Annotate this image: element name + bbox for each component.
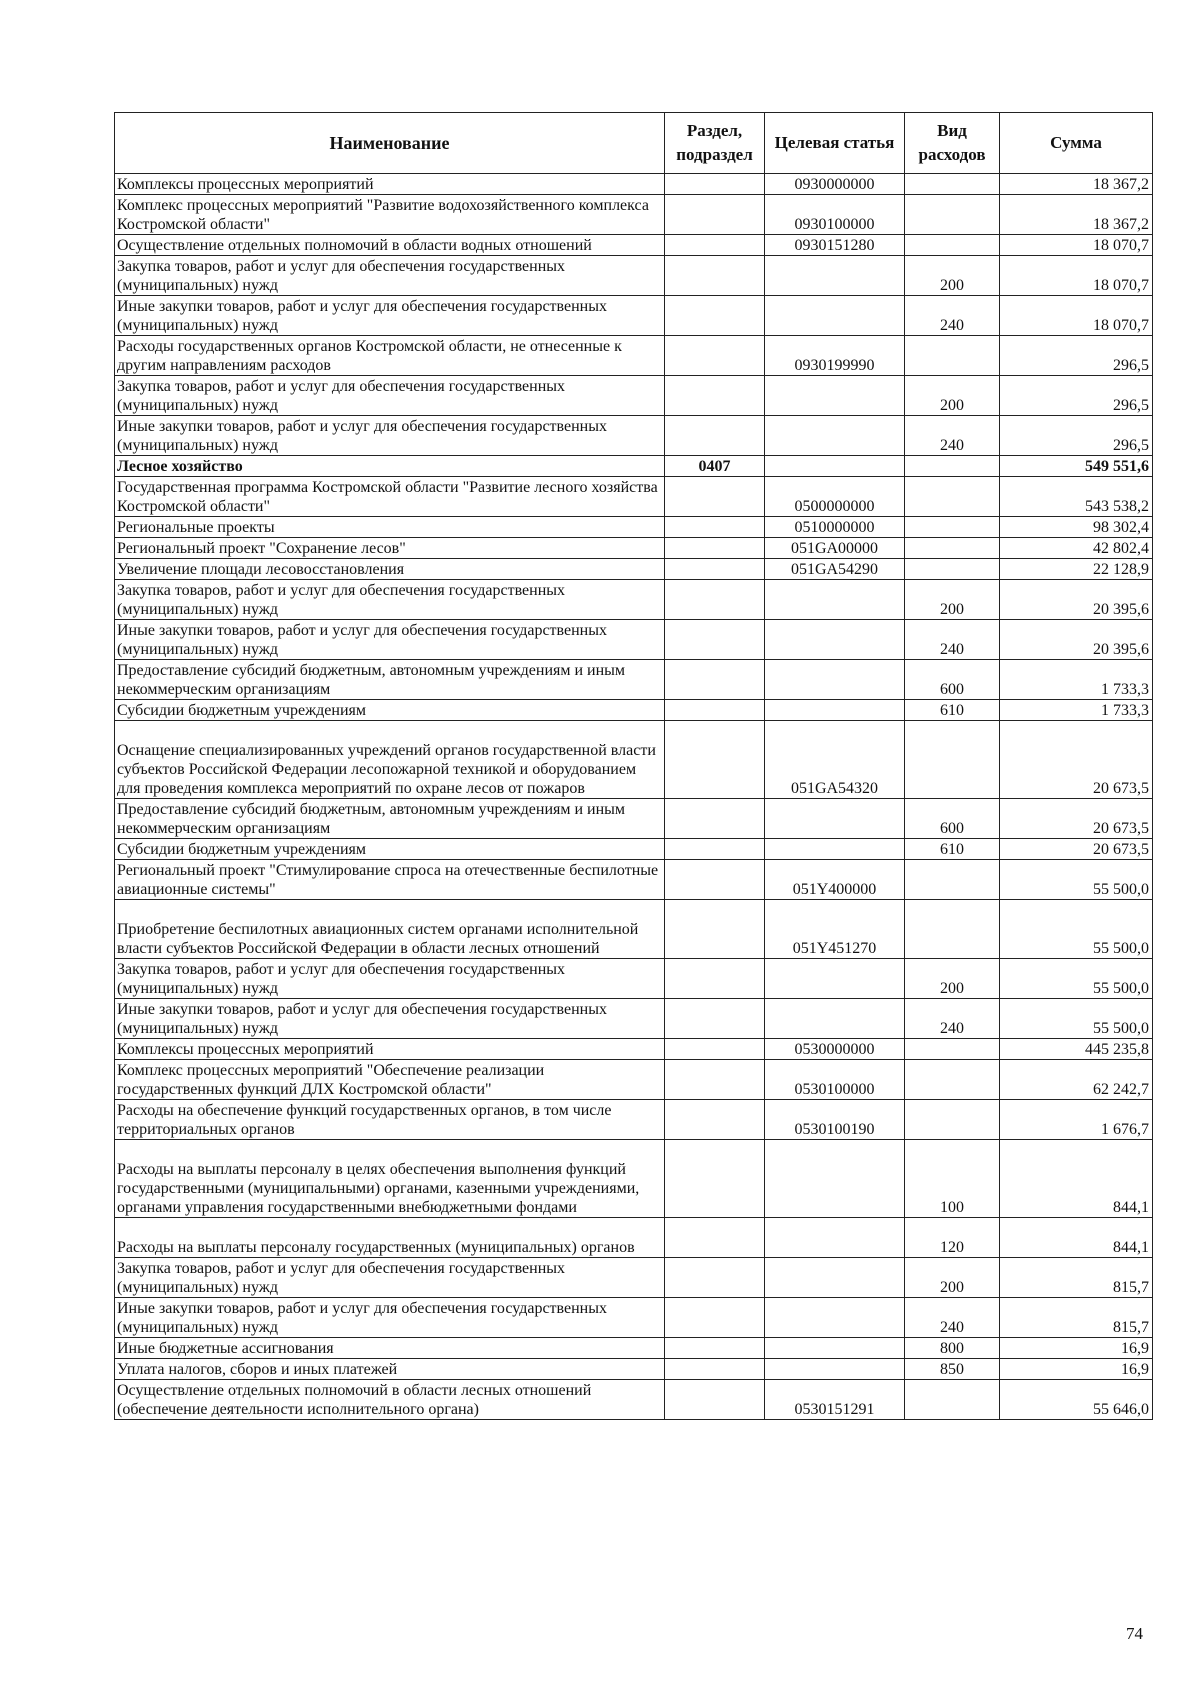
row-sum: 18 070,7	[1000, 256, 1153, 296]
row-name: Иные закупки товаров, работ и услуг для обеспечения государственных (муниципальных) нужд	[115, 416, 665, 456]
row-name: Субсидии бюджетным учреждениям	[115, 700, 665, 721]
row-section	[665, 721, 765, 799]
row-target: 0930151280	[765, 235, 905, 256]
row-name: Государственная программа Костромской области "Развитие лесного хозяйства Костромской области"	[115, 477, 665, 517]
table-row	[115, 1380, 1153, 1420]
table-row	[115, 721, 1153, 799]
table-row	[115, 538, 1153, 559]
table-header-row	[115, 113, 1153, 174]
row-section	[665, 195, 765, 235]
row-target	[765, 959, 905, 999]
row-type: 200	[905, 580, 1000, 620]
row-target: 051Y400000	[765, 860, 905, 900]
table-row	[115, 580, 1153, 620]
row-section	[665, 860, 765, 900]
table-row	[115, 517, 1153, 538]
row-type: 610	[905, 700, 1000, 721]
row-sum: 296,5	[1000, 336, 1153, 376]
row-target	[765, 799, 905, 839]
row-type: 200	[905, 959, 1000, 999]
row-type: 850	[905, 1359, 1000, 1380]
row-target	[765, 999, 905, 1039]
row-section	[665, 376, 765, 416]
table-row	[115, 1218, 1153, 1258]
row-section: 0407	[665, 456, 765, 477]
table-row	[115, 256, 1153, 296]
row-section	[665, 1298, 765, 1338]
header-type: Вид расходов	[905, 113, 1000, 174]
row-type	[905, 336, 1000, 376]
row-name: Увеличение площади лесовосстановления	[115, 559, 665, 580]
row-target	[765, 1218, 905, 1258]
table-row	[115, 1359, 1153, 1380]
row-type: 100	[905, 1140, 1000, 1218]
row-target: 051GA00000	[765, 538, 905, 559]
row-type	[905, 860, 1000, 900]
row-sum: 55 500,0	[1000, 860, 1153, 900]
row-sum: 55 500,0	[1000, 959, 1153, 999]
row-sum: 296,5	[1000, 416, 1153, 456]
table-row	[115, 1039, 1153, 1060]
row-target: 0500000000	[765, 477, 905, 517]
row-sum: 20 395,6	[1000, 580, 1153, 620]
table-row	[115, 1258, 1153, 1298]
row-sum: 55 500,0	[1000, 999, 1153, 1039]
header-name: Наименование	[115, 113, 665, 174]
row-sum: 543 538,2	[1000, 477, 1153, 517]
row-type	[905, 1039, 1000, 1060]
row-sum: 55 646,0	[1000, 1380, 1153, 1420]
row-sum: 445 235,8	[1000, 1039, 1153, 1060]
row-sum: 55 500,0	[1000, 900, 1153, 959]
row-type	[905, 195, 1000, 235]
row-type: 200	[905, 256, 1000, 296]
row-target: 0530100000	[765, 1060, 905, 1100]
row-target: 0930100000	[765, 195, 905, 235]
row-target: 0530151291	[765, 1380, 905, 1420]
row-name: Закупка товаров, работ и услуг для обеспечения государственных (муниципальных) нужд	[115, 256, 665, 296]
row-name: Лесное хозяйство	[115, 456, 665, 477]
header-section: Раздел, подраздел	[665, 113, 765, 174]
row-name: Региональный проект "Стимулирование спроса на отечественные беспилотные авиационные системы"	[115, 860, 665, 900]
row-name: Региональные проекты	[115, 517, 665, 538]
table-row	[115, 416, 1153, 456]
row-target	[765, 1140, 905, 1218]
row-name: Иные бюджетные ассигнования	[115, 1338, 665, 1359]
row-sum: 18 367,2	[1000, 195, 1153, 235]
table-row	[115, 376, 1153, 416]
row-sum: 16,9	[1000, 1338, 1153, 1359]
row-sum: 815,7	[1000, 1258, 1153, 1298]
row-section	[665, 336, 765, 376]
row-section	[665, 1380, 765, 1420]
table-row	[115, 1140, 1153, 1218]
row-name: Комплексы процессных мероприятий	[115, 1039, 665, 1060]
row-section	[665, 559, 765, 580]
row-name: Расходы на обеспечение функций государственных органов, в том числе территориальных органов	[115, 1100, 665, 1140]
row-type: 610	[905, 839, 1000, 860]
row-section	[665, 296, 765, 336]
row-section	[665, 477, 765, 517]
row-type: 240	[905, 999, 1000, 1039]
row-type: 800	[905, 1338, 1000, 1359]
row-name: Иные закупки товаров, работ и услуг для обеспечения государственных (муниципальных) нужд	[115, 296, 665, 336]
row-section	[665, 580, 765, 620]
row-name: Предоставление субсидий бюджетным, автономным учреждениям и иным некоммерческим организациям	[115, 660, 665, 700]
row-target: 051GA54290	[765, 559, 905, 580]
table-row	[115, 1338, 1153, 1359]
row-section	[665, 416, 765, 456]
row-target	[765, 416, 905, 456]
row-sum: 20 673,5	[1000, 839, 1153, 860]
row-name: Закупка товаров, работ и услуг для обеспечения государственных (муниципальных) нужд	[115, 580, 665, 620]
row-name: Приобретение беспилотных авиационных систем органами исполнительной власти субъектов Российской Федерации в области лесных отношений	[115, 900, 665, 959]
row-type	[905, 538, 1000, 559]
table-row	[115, 999, 1153, 1039]
row-sum: 1 733,3	[1000, 700, 1153, 721]
row-sum: 844,1	[1000, 1218, 1153, 1258]
row-target: 051Y451270	[765, 900, 905, 959]
row-section	[665, 1218, 765, 1258]
table-row	[115, 959, 1153, 999]
row-sum: 62 242,7	[1000, 1060, 1153, 1100]
row-sum: 18 070,7	[1000, 296, 1153, 336]
row-target: 0530100190	[765, 1100, 905, 1140]
row-type	[905, 1380, 1000, 1420]
row-section	[665, 799, 765, 839]
row-target: 0530000000	[765, 1039, 905, 1060]
row-section	[665, 538, 765, 559]
table-row	[115, 296, 1153, 336]
row-name: Закупка товаров, работ и услуг для обеспечения государственных (муниципальных) нужд	[115, 959, 665, 999]
page-number: 74	[1126, 1624, 1143, 1643]
row-name: Расходы государственных органов Костромской области, не отнесенные к другим направлениям расходов	[115, 336, 665, 376]
row-section	[665, 660, 765, 700]
table-row	[115, 620, 1153, 660]
row-target	[765, 700, 905, 721]
row-type	[905, 559, 1000, 580]
row-target	[765, 1298, 905, 1338]
table-row	[115, 477, 1153, 517]
row-type: 240	[905, 1298, 1000, 1338]
row-target	[765, 620, 905, 660]
header-sum: Сумма	[1000, 113, 1153, 174]
table-row	[115, 900, 1153, 959]
row-section	[665, 999, 765, 1039]
row-type: 240	[905, 296, 1000, 336]
row-name: Иные закупки товаров, работ и услуг для обеспечения государственных (муниципальных) нужд	[115, 1298, 665, 1338]
row-type: 200	[905, 1258, 1000, 1298]
row-type	[905, 900, 1000, 959]
row-section	[665, 174, 765, 195]
row-section	[665, 1060, 765, 1100]
row-name: Закупка товаров, работ и услуг для обеспечения государственных (муниципальных) нужд	[115, 376, 665, 416]
row-target: 0510000000	[765, 517, 905, 538]
row-sum: 815,7	[1000, 1298, 1153, 1338]
row-name: Уплата налогов, сборов и иных платежей	[115, 1359, 665, 1380]
row-name: Иные закупки товаров, работ и услуг для обеспечения государственных (муниципальных) нужд	[115, 620, 665, 660]
row-section	[665, 1359, 765, 1380]
row-type: 600	[905, 799, 1000, 839]
row-name: Иные закупки товаров, работ и услуг для обеспечения государственных (муниципальных) нужд	[115, 999, 665, 1039]
row-sum: 20 673,5	[1000, 799, 1153, 839]
row-type	[905, 174, 1000, 195]
table-row	[115, 456, 1153, 477]
row-type	[905, 477, 1000, 517]
row-name: Оснащение специализированных учреждений органов государственной власти субъектов Российской Федерации лесопожарной техникой и оборудованием для проведения комплекса мероприятий по охране лесов от пожаров	[115, 721, 665, 799]
budget-table	[114, 112, 1153, 1420]
row-target	[765, 256, 905, 296]
row-section	[665, 1338, 765, 1359]
table-row	[115, 195, 1153, 235]
row-sum: 20 673,5	[1000, 721, 1153, 799]
table-row	[115, 1060, 1153, 1100]
row-section	[665, 1100, 765, 1140]
table-row	[115, 559, 1153, 580]
table-row	[115, 860, 1153, 900]
row-section	[665, 959, 765, 999]
row-name: Субсидии бюджетным учреждениям	[115, 839, 665, 860]
row-section	[665, 235, 765, 256]
row-name: Осуществление отдельных полномочий в области водных отношений	[115, 235, 665, 256]
row-section	[665, 517, 765, 538]
row-name: Комплексы процессных мероприятий	[115, 174, 665, 195]
table-row	[115, 174, 1153, 195]
row-section	[665, 620, 765, 660]
row-sum: 844,1	[1000, 1140, 1153, 1218]
row-section	[665, 256, 765, 296]
row-type: 200	[905, 376, 1000, 416]
row-name: Комплекс процессных мероприятий "Развитие водохозяйственного комплекса Костромской области"	[115, 195, 665, 235]
row-name: Закупка товаров, работ и услуг для обеспечения государственных (муниципальных) нужд	[115, 1258, 665, 1298]
row-sum: 18 367,2	[1000, 174, 1153, 195]
row-name: Расходы на выплаты персоналу государственных (муниципальных) органов	[115, 1218, 665, 1258]
row-name: Предоставление субсидий бюджетным, автономным учреждениям и иным некоммерческим организациям	[115, 799, 665, 839]
row-section	[665, 700, 765, 721]
row-type	[905, 1100, 1000, 1140]
row-section	[665, 1258, 765, 1298]
row-type	[905, 235, 1000, 256]
row-type: 240	[905, 416, 1000, 456]
table-row	[115, 235, 1153, 256]
row-section	[665, 839, 765, 860]
row-section	[665, 900, 765, 959]
table-row	[115, 1100, 1153, 1140]
row-sum: 549 551,6	[1000, 456, 1153, 477]
table-row	[115, 700, 1153, 721]
row-sum: 98 302,4	[1000, 517, 1153, 538]
row-sum: 1 676,7	[1000, 1100, 1153, 1140]
row-target: 0930199990	[765, 336, 905, 376]
row-sum: 20 395,6	[1000, 620, 1153, 660]
row-type	[905, 1060, 1000, 1100]
row-section	[665, 1140, 765, 1218]
row-target	[765, 1359, 905, 1380]
table-row	[115, 660, 1153, 700]
header-target: Целевая статья	[765, 113, 905, 174]
row-type: 240	[905, 620, 1000, 660]
row-target	[765, 1258, 905, 1298]
row-name: Расходы на выплаты персоналу в целях обеспечения выполнения функций государственными (муниципальными) органами, казенными учреждениями, органами управления государственными внебюджетными фондами	[115, 1140, 665, 1218]
row-name: Осуществление отдельных полномочий в области лесных отношений (обеспечение деятельности исполнительного органа)	[115, 1380, 665, 1420]
row-sum: 1 733,3	[1000, 660, 1153, 700]
row-target	[765, 296, 905, 336]
row-name: Региональный проект "Сохранение лесов"	[115, 538, 665, 559]
row-sum: 22 128,9	[1000, 559, 1153, 580]
row-target	[765, 660, 905, 700]
table-body	[115, 174, 1153, 1420]
row-target: 051GA54320	[765, 721, 905, 799]
row-section	[665, 1039, 765, 1060]
row-target	[765, 456, 905, 477]
row-target	[765, 839, 905, 860]
table-row	[115, 839, 1153, 860]
row-sum: 16,9	[1000, 1359, 1153, 1380]
row-name: Комплекс процессных мероприятий "Обеспечение реализации государственных функций ДЛХ Костромской области"	[115, 1060, 665, 1100]
row-target: 0930000000	[765, 174, 905, 195]
row-target	[765, 580, 905, 620]
row-type: 600	[905, 660, 1000, 700]
row-target	[765, 376, 905, 416]
row-type: 120	[905, 1218, 1000, 1258]
row-sum: 18 070,7	[1000, 235, 1153, 256]
table-row	[115, 1298, 1153, 1338]
table-row	[115, 799, 1153, 839]
row-target	[765, 1338, 905, 1359]
row-type	[905, 517, 1000, 538]
row-sum: 296,5	[1000, 376, 1153, 416]
row-type	[905, 456, 1000, 477]
row-type	[905, 721, 1000, 799]
table-row	[115, 336, 1153, 376]
row-sum: 42 802,4	[1000, 538, 1153, 559]
